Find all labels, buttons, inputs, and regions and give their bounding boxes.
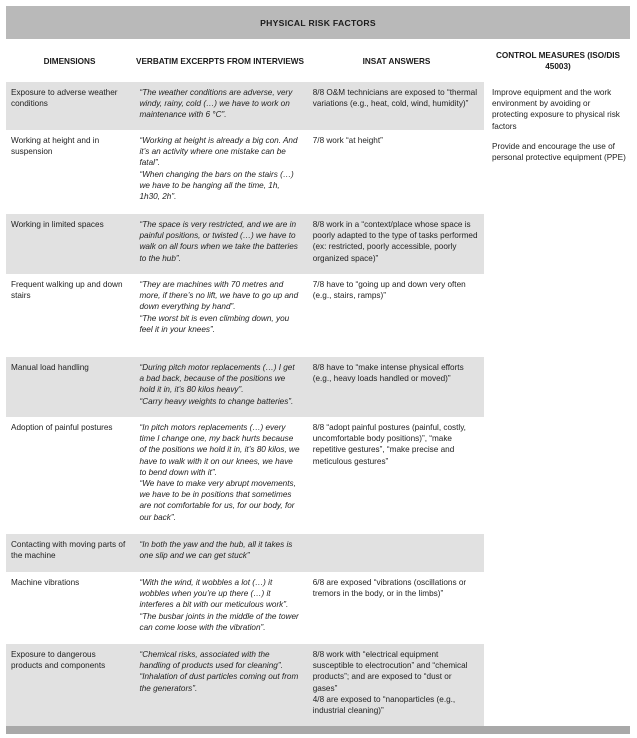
dimension-cell: Contacting with moving parts of the machine — [11, 540, 126, 561]
excerpt-cell — [132, 417, 305, 534]
insat-cell: 7/8 have to “going up and down very often (e.g., stairs, ramps)” — [312, 280, 466, 301]
header-dimensions: DIMENSIONS — [43, 56, 96, 66]
dimension-cell: Working at height and in suspension — [11, 136, 100, 157]
table-row — [6, 357, 484, 417]
table-row — [6, 534, 484, 572]
excerpt-text: “Inhalation of dust particles coming out from the generators”. — [139, 672, 299, 693]
dimension-cell: Working in limited spaces — [11, 220, 104, 229]
insat-cell — [306, 534, 484, 572]
insat-cell: 8/8 work in a “context/place whose space is poorly adapted to the type of tasks performed (ex: restricted, poorly accessible, poorly organized space)” — [312, 220, 478, 263]
table-bottom-border — [6, 726, 630, 734]
dimension-cell: Manual load handling — [11, 363, 89, 372]
excerpt-cell — [132, 274, 305, 357]
excerpt-text: “The space is very restricted, and we are in painful positions, or twisted (…) we have to walk on all fours when we take the batteries to the hub”. — [139, 220, 298, 263]
header-control-measures: CONTROL MEASURES (ISO/DIS 45003) — [495, 51, 621, 71]
insat-cell: 8/8 have to “make intense physical efforts (e.g., heavy loads handled or moved)” — [312, 363, 464, 384]
insat-cell: 8/8 “adopt painful postures (painful, costly, uncomfortable body positions)”, “make repetitive gestures”, “make precise and meticulous gestures” — [312, 423, 466, 466]
control-measures-cell — [487, 82, 630, 172]
control-measure-text: Provide and encourage the use of personal protective equipment (PPE) — [492, 141, 626, 163]
excerpt-text: “Chemical risks, associated with the handling of products used for cleaning”. — [139, 650, 283, 671]
excerpt-text: “The weather conditions are adverse, very windy, rainy, cold (…) we have to work on maintenance with 6 °C”. — [139, 88, 293, 120]
excerpt-cell — [132, 534, 305, 572]
dimension-cell: Exposure to dangerous products and components — [11, 650, 106, 671]
insat-cell: 7/8 work “at height” — [312, 136, 383, 145]
excerpt-text: “With the wind, it wobbles a lot (…) it wobbles when you’re up there (…) it interferes a bit with our meticulous work”. — [139, 578, 289, 610]
excerpt-cell — [132, 214, 305, 274]
table-row — [6, 644, 484, 726]
excerpt-cell — [132, 644, 305, 726]
header-insat: INSAT ANSWERS — [362, 56, 431, 66]
table-row — [6, 130, 484, 214]
insat-cell: 8/8 work with “electrical equipment susceptible to electrocution” and “chemical products”; and are exposed to “dust or gases” 4/8 are exposed to “nanoparticles (e.g., industrial cleaning)” — [312, 650, 468, 716]
insat-cell: 8/8 O&M technicians are exposed to “thermal variations (e.g., heat, cold, wind, humidity)” — [312, 88, 478, 109]
excerpt-cell — [132, 130, 305, 214]
dimension-cell: Frequent walking up and down stairs — [11, 280, 123, 301]
excerpt-text: “We have to make very abrupt movements, we have to be in positions that sometimes are not comfortable for us, for our body, for our back”. — [139, 479, 296, 522]
excerpt-text: “Carry heavy weights to change batteries”. — [139, 396, 294, 406]
table-row — [6, 572, 484, 644]
dimension-cell: Machine vibrations — [11, 578, 80, 587]
excerpt-cell — [132, 572, 305, 644]
excerpt-text: “They are machines with 70 metres and more, if there’s no lift, we have to go up and down everything by hand”. — [139, 280, 299, 312]
header-row — [6, 40, 630, 82]
table-row — [6, 214, 484, 274]
table-row — [6, 274, 484, 357]
excerpt-text: “The worst bit is even climbing down, you feel it in your knees”. — [139, 313, 290, 334]
table-title: PHYSICAL RISK FACTORS — [6, 6, 630, 39]
excerpt-text: “In both the yaw and the hub, all it takes is one slip and we can get stuck” — [139, 540, 293, 561]
excerpt-cell — [132, 357, 305, 417]
control-measure-text: Improve equipment and the work environment by avoiding or protecting exposure to physical risk factors — [492, 88, 620, 131]
table-row — [6, 417, 484, 534]
insat-cell: 6/8 are exposed “vibrations (oscillations or tremors in the body, or in the limbs)” — [312, 578, 467, 599]
header-excerpts: VERBATIM EXCERPTS FROM INTERVIEWS — [135, 56, 304, 66]
excerpt-text: “During pitch motor replacements (…) I get a bad back, because of the positions we hold it in, it’s 80 kilos heavy”. — [139, 363, 295, 395]
excerpt-cell — [132, 82, 305, 130]
excerpt-text: “Working at height is already a big con. And it’s an activity where one mistake can be fatal”. — [139, 136, 298, 168]
excerpt-text: “The busbar joints in the middle of the tower can come loose with the vibration”. — [139, 611, 299, 632]
excerpt-text: “When changing the bars on the stairs (…) we have to be hanging all the time, 1h, 1h30, 2h”. — [139, 169, 294, 202]
dimension-cell: Adoption of painful postures — [11, 423, 113, 432]
table-row — [6, 82, 484, 130]
excerpt-text: “In pitch motors replacements (…) every time I change one, my back hurts because of the positions we hold it in, it’s 80 kilos, we have to walk with it on our knees, we have to bend down with it”. — [139, 423, 300, 477]
dimension-cell: Exposure to adverse weather conditions — [11, 88, 118, 109]
